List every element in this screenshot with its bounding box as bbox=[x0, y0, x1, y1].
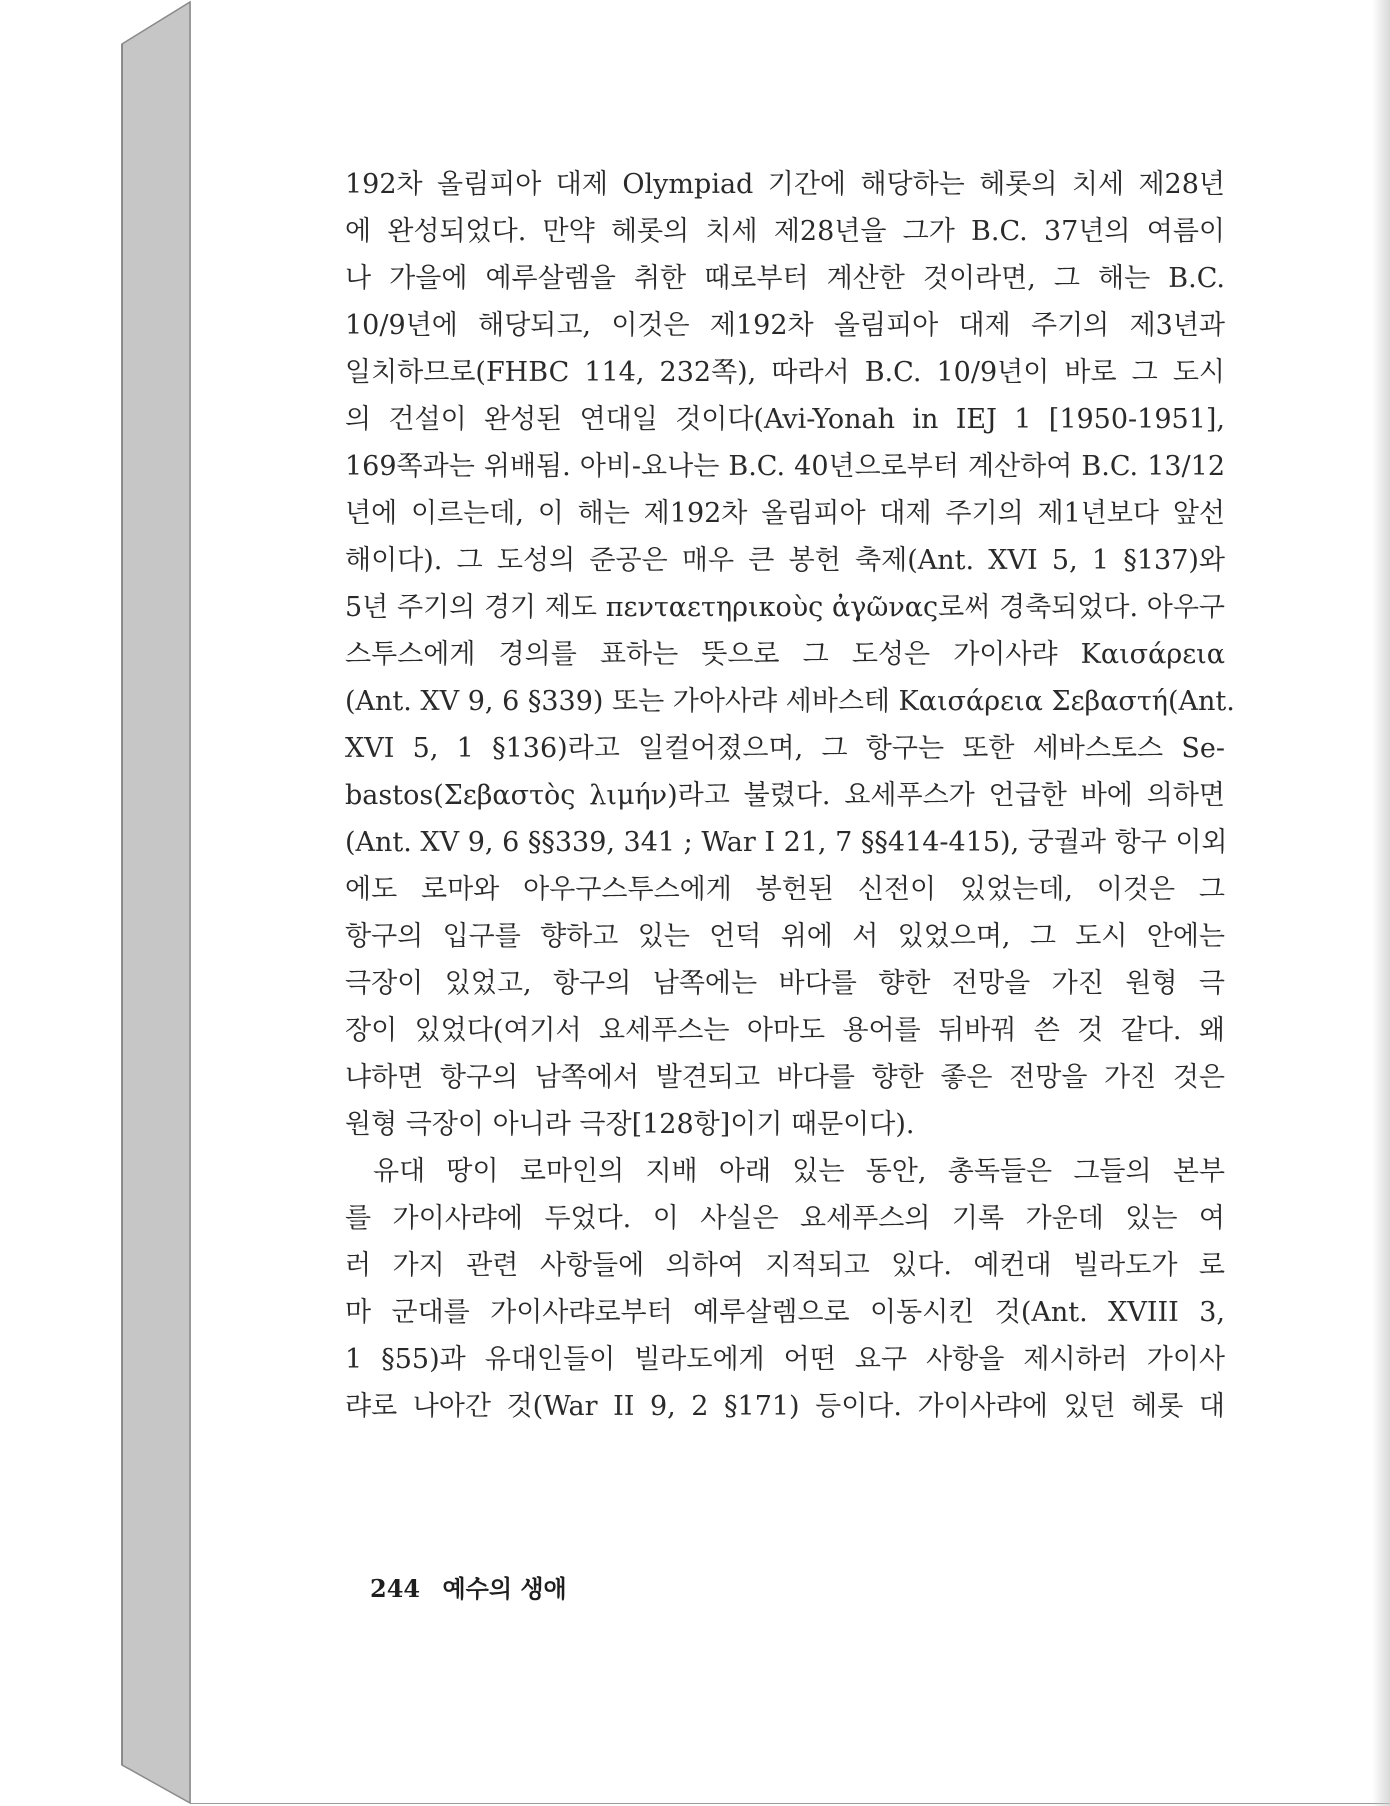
text-line: 1 §55)과 유대인들이 빌라도에게 어떤 요구 사항을 제시하러 가이사 bbox=[345, 1344, 1225, 1375]
text-line: 를 가이사랴에 두었다. 이 사실은 요세푸스의 기록 가운데 있는 여 bbox=[345, 1203, 1225, 1234]
text-line: 의 건설이 완성된 연대일 것이다(Avi-Yonah in IEJ 1 [1950-1951], bbox=[345, 404, 1225, 435]
text-line: 10/9년에 해당되고, 이것은 제192차 올림피아 대제 주기의 제3년과 bbox=[345, 310, 1225, 341]
text-line: 일치하므로(FHBC 114, 232쪽), 따라서 B.C. 10/9년이 바로 그 도시 bbox=[345, 357, 1225, 388]
text-line: 에도 로마와 아우구스투스에게 봉헌된 신전이 있었는데, 이것은 그 bbox=[345, 874, 1225, 905]
running-title: 예수의 생애 bbox=[442, 1574, 567, 1603]
text-line: 러 가지 관련 사항들에 의하여 지적되고 있다. 예컨대 빌라도가 로 bbox=[345, 1250, 1225, 1281]
text-line: 원형 극장이 아니라 극장[128항]이기 때문이다). bbox=[345, 1109, 915, 1140]
text-line: 년에 이르는데, 이 해는 제192차 올림피아 대제 주기의 제1년보다 앞선 bbox=[345, 498, 1225, 529]
page-number: 244 bbox=[370, 1574, 421, 1603]
text-line: 냐하면 항구의 남쪽에서 발견되고 바다를 향한 좋은 전망을 가진 것은 bbox=[345, 1062, 1225, 1093]
text-line: 스투스에게 경의를 표하는 뜻으로 그 도성은 가이사랴 Καισάρεια bbox=[345, 639, 1225, 670]
text-line: 해이다). 그 도성의 준공은 매우 큰 봉헌 축제(Ant. XVI 5, 1 §137)와 bbox=[345, 545, 1225, 576]
text-line: 5년 주기의 경기 제도 πενταετηρικοὺς ἀγῶνας로써 경축되었다. 아우구 bbox=[345, 592, 1225, 623]
text-line: 에 완성되었다. 만약 헤롯의 치세 제28년을 그가 B.C. 37년의 여름이 bbox=[345, 216, 1225, 247]
text-line: bastos(Σεβαστὸς λιμήν)라고 불렸다. 요세푸스가 언급한 바에 의하면 bbox=[345, 780, 1225, 811]
text-line: 장이 있었다(여기서 요세푸스는 아마도 용어를 뒤바꿔 쓴 것 같다. 왜 bbox=[345, 1015, 1225, 1046]
text-line: 마 군대를 가이사랴로부터 예루살렘으로 이동시킨 것(Ant. XVIII 3, bbox=[345, 1297, 1225, 1328]
text-line: 나 가을에 예루살렘을 취한 때로부터 계산한 것이라면, 그 해는 B.C. bbox=[345, 263, 1225, 294]
text-line: XVI 5, 1 §136)라고 일컬어졌으며, 그 항구는 또한 세바스토스 Se- bbox=[345, 733, 1225, 764]
text-line: (Ant. XV 9, 6 §339) 또는 가아사랴 세바스테 Καισάρεια Σεβαστή(Ant. bbox=[345, 686, 1235, 717]
text-line: 극장이 있었고, 항구의 남쪽에는 바다를 향한 전망을 가진 원형 극 bbox=[345, 968, 1225, 999]
text-line: (Ant. XV 9, 6 §§339, 341 ; War I 21, 7 §§414-415), 궁궐과 항구 이외 bbox=[345, 827, 1228, 858]
text-line: 항구의 입구를 향하고 있는 언덕 위에 서 있었으며, 그 도시 안에는 bbox=[345, 921, 1225, 952]
text-line: 유대 땅이 로마인의 지배 아래 있는 동안, 총독들은 그들의 본부 bbox=[373, 1156, 1225, 1187]
text-line: 192차 올림피아 대제 Olympiad 기간에 해당하는 헤롯의 치세 제28년 bbox=[345, 169, 1225, 200]
page-edge-shadow bbox=[1372, 0, 1390, 1806]
page-footer bbox=[370, 1574, 567, 1604]
text-line: 랴로 나아간 것(War II 9, 2 §171) 등이다. 가이사랴에 있던 헤롯 대 bbox=[345, 1391, 1225, 1422]
text-line: 169쪽과는 위배됨. 아비-요나는 B.C. 40년으로부터 계산하여 B.C. 13/12 bbox=[345, 451, 1225, 482]
